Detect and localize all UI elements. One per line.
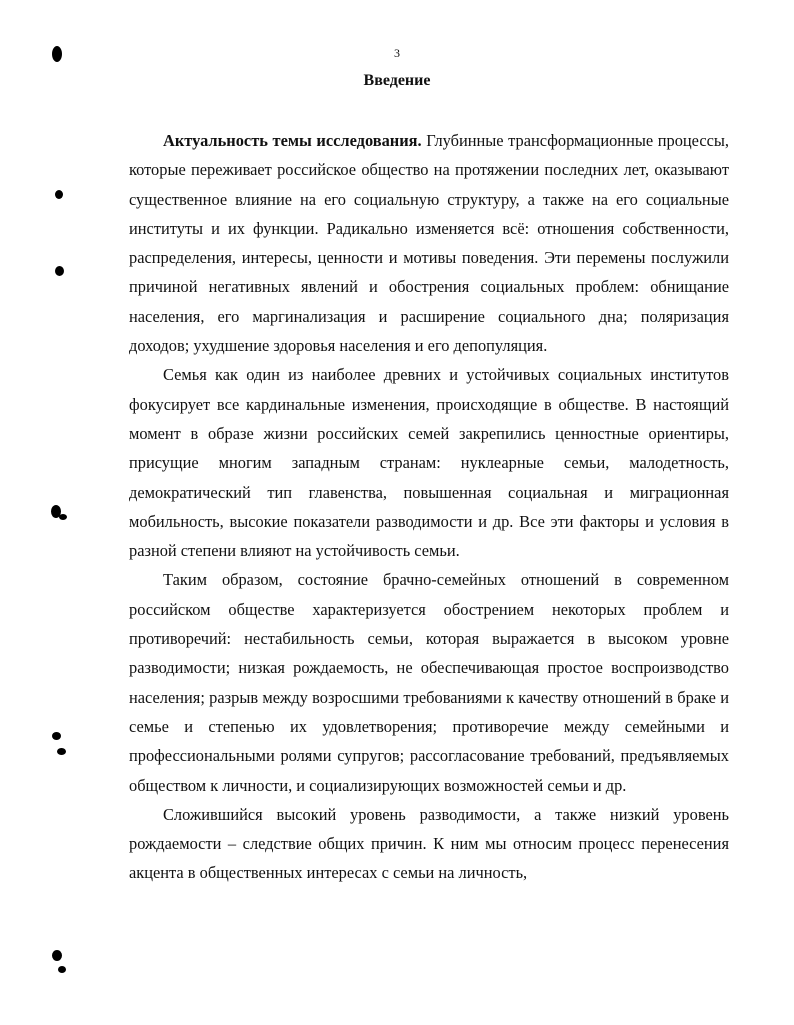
scan-blot [58, 966, 66, 973]
scan-blot [55, 266, 64, 276]
scan-blot [52, 950, 62, 961]
paragraph-lead-heading: Актуальность темы исследования. [163, 131, 422, 150]
paragraph-family-institution: Семья как один из наиболее древних и устойчивых социальных институтов фокусирует все кардинальные изменения, происходящие в обществе. В настоящий момент в образе жизни российских семей закрепились ценностные ориентиры, присущие многим западным странам: нуклеарные семьи, малодетность, демократический тип главенства, повышенная социальная и миграционная мобильность, высокие показатели разводимости и др. Все эти факторы и условия в разной степени влияют на устойчивость семьи. [129, 365, 729, 561]
document-body [129, 126, 729, 888]
page-number: 3 [394, 46, 400, 60]
scan-blot [52, 732, 61, 740]
paragraph-divorce-birthrate: Сложившийся высокий уровень разводимости, а также низкий уровень рождаемости – следствие общих причин. К ним мы относим процесс перенесения акцента в общественных интересах с семьи на личность, [129, 804, 729, 883]
scan-blot [57, 748, 66, 755]
scan-blot [59, 514, 67, 520]
paragraph-marriage-relations: Таким образом, состояние брачно-семейных отношений в современном российском обществе характеризуется обострением некоторых проблем и противоречий: нестабильность семьи, которая выражается в высоком уровне разводимости; низкая рождаемость, не обеспечивающая простое воспроизводство населения; разрыв между возросшими требованиями к качеству отношений в браке и семье и степенью их удовлетворения; противоречие между семейными и профессиональными ролями супругов; рассогласование требований, предъявляемых обществом к личности, и социализирующих возможностей семьи и др. [129, 570, 729, 795]
scan-blot [52, 46, 62, 62]
page-title: Введение [363, 72, 431, 89]
scan-blot [55, 190, 63, 199]
paragraph-relevance [129, 126, 729, 360]
paragraph-text: Глубинные трансформационные процессы, которые переживает российское общество на протяжении последних лет, оказывают существенное влияние на его социальную структуру, а также на его социальные институты и их функции. Радикально изменяется всё: отношения собственности, распределения, интересы, ценности и мотивы поведения. Эти перемены послужили причиной негативных явлений и обострения социальных проблем: обнищание населения, его маргинализация и расширение социального дна; поляризация доходов; ухудшение здоровья населения и его депопуляция. [129, 131, 729, 356]
